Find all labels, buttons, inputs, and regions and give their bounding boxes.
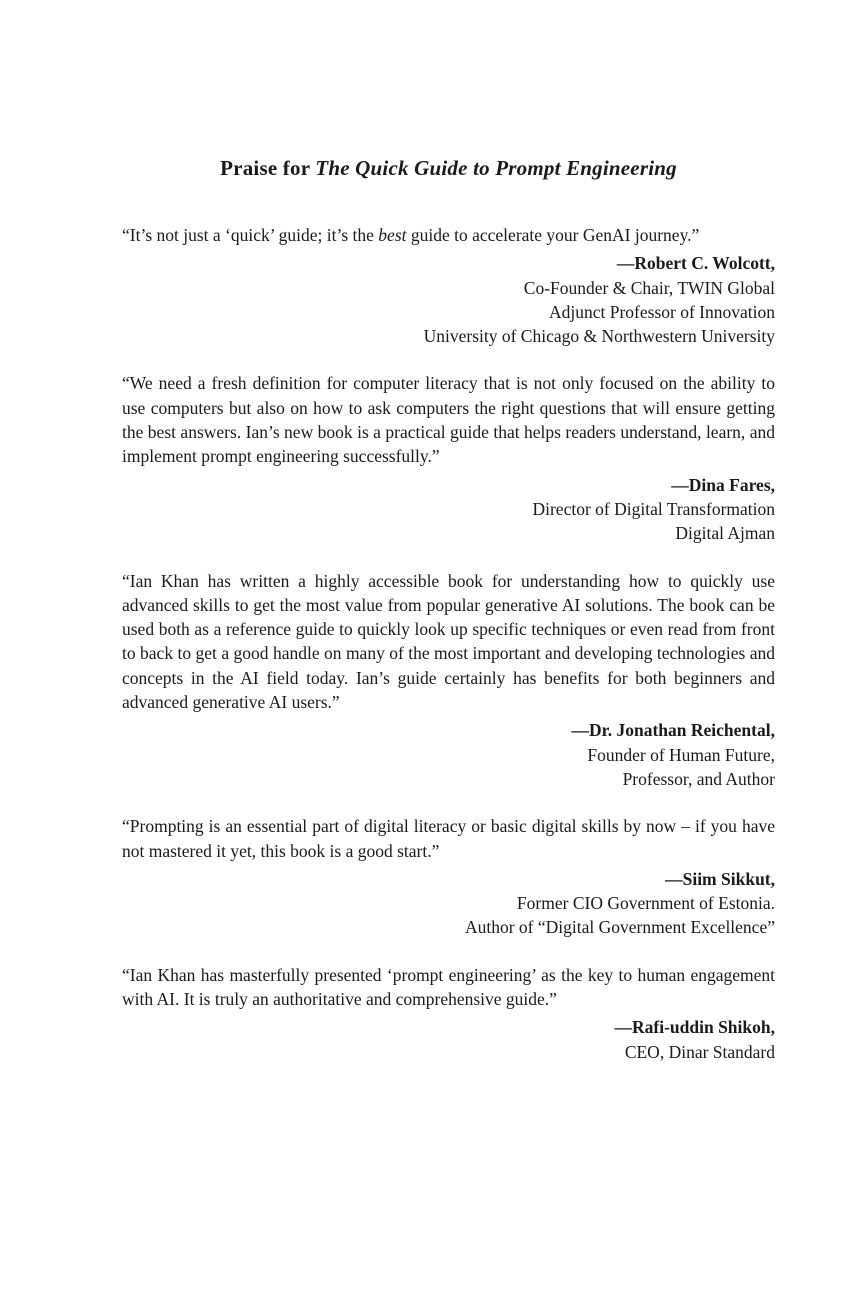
praise-credential: Author of “Digital Government Excellence” [464, 917, 775, 938]
page-title-prefix: Praise for [220, 156, 316, 180]
praise-author: —Dina Fares, [671, 474, 775, 495]
praise-item [122, 223, 775, 348]
praise-credential: Former CIO Government of Estonia. [516, 893, 775, 914]
praise-item [122, 371, 775, 545]
praise-quote: “We need a fresh definition for computer literacy that is not only focused on the ability to use computers but also on how to ask computers the right questions that will ensure getting the best answers. Ian’s new book is a practical guide that helps readers understand, learn, and implement prompt engineering successfully.” [122, 373, 775, 467]
praise-credential: University of Chicago & Northwestern University [423, 326, 775, 347]
praise-quote [122, 223, 775, 247]
praise-credential: Adjunct Professor of Innovation [548, 301, 775, 322]
praise-credential: Professor, and Author [622, 768, 775, 789]
page-title-book-name: The Quick Guide to Prompt Engineering [315, 156, 677, 180]
praise-credential: Director of Digital Transformation [532, 498, 775, 519]
praise-credential: Co-Founder & Chair, TWIN Global [523, 277, 775, 298]
praise-item [122, 814, 775, 939]
praise-attribution [122, 251, 775, 348]
praise-item [122, 569, 775, 792]
praise-credential: CEO, Dinar Standard [624, 1041, 775, 1062]
praise-quote: “Ian Khan has written a highly accessible book for understanding how to quickly use advanced skills to get the most value from popular generative AI solutions. The book can be used both as a reference guide to quickly look up specific techniques or even read from front to back to get a good handle on many of the most important and developing technologies and concepts in the AI field today. Ian’s guide certainly has benefits for both beginners and advanced generative AI users.” [122, 570, 775, 713]
praise-credential: Founder of Human Future, [587, 744, 775, 765]
page-title [122, 156, 775, 181]
praise-attribution [122, 867, 775, 940]
quote-text: guide to accelerate your GenAI journey.” [406, 225, 700, 245]
praise-item [122, 963, 775, 1064]
quote-emphasis: best [378, 225, 407, 245]
praise-quote: “Ian Khan has masterfully presented ‘prompt engineering’ as the key to human engagement with AI. It is truly an authoritative and comprehensive guide.” [122, 964, 775, 1010]
praise-quote: “Prompting is an essential part of digital literacy or basic digital skills by now – if you have not mastered it yet, this book is a good start.” [122, 816, 775, 861]
praise-author: —Dr. Jonathan Reichental, [571, 720, 775, 741]
praise-attribution [122, 1015, 775, 1064]
praise-attribution [122, 473, 775, 546]
praise-author: —Siim Sikkut, [665, 868, 775, 889]
quote-text: “It’s not just a ‘quick’ guide; it’s the [122, 225, 379, 245]
praise-attribution [122, 718, 775, 791]
praise-author: —Robert C. Wolcott, [616, 253, 775, 274]
praise-author: —Rafi-uddin Shikoh, [614, 1017, 775, 1038]
praise-credential: Digital Ajman [675, 523, 775, 544]
